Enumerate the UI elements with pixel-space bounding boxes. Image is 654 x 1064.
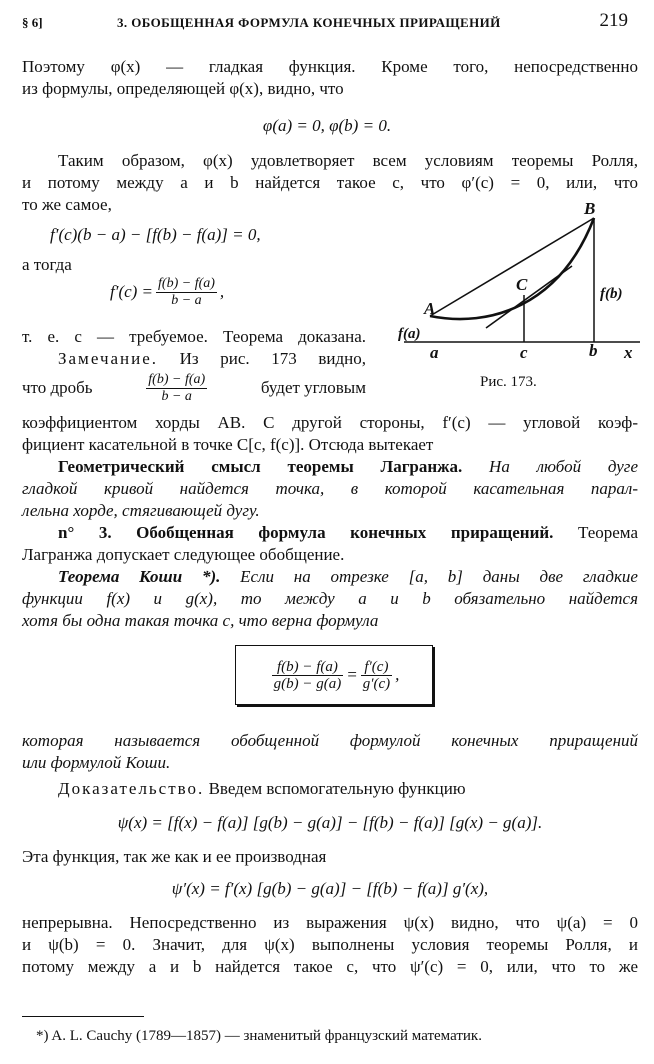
label-fb: f(b) bbox=[600, 286, 623, 302]
text-line: потому между a и b найдется такое c, что ψ′(c) = 0, или, что то же bbox=[22, 957, 638, 976]
theorem-heading: Теорема Коши *). bbox=[58, 567, 221, 586]
text-line: фициент касательной в точке C[c, f(c)]. Отсюда вытекает bbox=[22, 435, 434, 454]
equals-sign: = bbox=[346, 665, 358, 684]
text-line: гладкой кривой найдется точка, в которой касательная парал- bbox=[22, 479, 638, 498]
equation-psi: ψ(x) = [f(x) − f(a)] [g(b) − g(a)] − [f(b) − f(a)] [g(x) − g(a)]. bbox=[117, 813, 543, 832]
text-line: а тогда bbox=[22, 255, 72, 274]
italic-text: На любой дуге bbox=[462, 457, 638, 476]
text-line: непрерывна. Непосредственно из выражения ψ(x) видно, что ψ(a) = 0 bbox=[22, 913, 638, 932]
text-line bbox=[58, 566, 638, 588]
fraction-numerator: f′(c) bbox=[361, 659, 392, 676]
running-title: 3. ОБОБЩЕННАЯ ФОРМУЛА КОНЕЧНЫХ ПРИРАЩЕНИЙ bbox=[117, 15, 501, 30]
fraction bbox=[361, 659, 392, 692]
text-line: и ψ(b) = 0. Значит, для ψ(x) выполнены условия теоремы Ролля, и bbox=[22, 935, 638, 954]
text-line bbox=[58, 522, 638, 544]
italic-text: Если на отрезке [a, b] даны две гладкие bbox=[220, 567, 638, 586]
eq-tail: , bbox=[219, 282, 225, 301]
footnote: *) A. L. Cauchy (1789—1857) — знаменитый французский математик. bbox=[36, 1028, 482, 1044]
equation-psi-prime: ψ′(x) = f′(x) [g(b) − g(a)] − [f(b) − f(a)] g′(x), bbox=[171, 879, 489, 898]
text-fragment: Теорема bbox=[553, 523, 638, 542]
proof-heading: Доказательство. bbox=[58, 779, 205, 798]
text-line: Таким образом, φ(x) удовлетворяет всем условиям теоремы Ролля, bbox=[58, 151, 638, 170]
fraction bbox=[272, 659, 344, 692]
section-marker: § 6] bbox=[22, 15, 43, 30]
fraction bbox=[146, 372, 207, 405]
text-fragment: будет угловым bbox=[260, 378, 366, 397]
label-a: a bbox=[430, 343, 439, 362]
label-C: C bbox=[516, 275, 528, 294]
fraction-denominator: g(b) − g(a) bbox=[273, 675, 342, 692]
fraction-denominator: b − a bbox=[161, 388, 192, 404]
bold-heading: Геометрический смысл теоремы Лагранжа. bbox=[58, 457, 463, 476]
remark-heading: Замечание. bbox=[58, 349, 159, 368]
text-line: или формулой Коши. bbox=[22, 753, 171, 772]
equation-lagrange: f′(c)(b − a) − [f(b) − f(a)] = 0, bbox=[50, 225, 261, 244]
text-line bbox=[58, 348, 366, 370]
remark-text: Из рис. 173 видно, bbox=[158, 349, 366, 368]
text-line: Эта функция, так же как и ее производная bbox=[22, 847, 327, 866]
equation-phi: φ(a) = 0, φ(b) = 0. bbox=[262, 116, 392, 135]
text-line: и потому между a и b найдется такое c, что φ′(c) = 0, или, что bbox=[22, 173, 638, 192]
text-line: то же самое, bbox=[22, 195, 112, 214]
figure-173 bbox=[390, 196, 648, 392]
text-line: хотя бы одна такая точка c, что верна формула bbox=[22, 611, 379, 630]
footnote-divider bbox=[22, 1016, 144, 1017]
text-line bbox=[58, 778, 466, 800]
text-line: которая называется обобщенной формулой конечных приращений bbox=[22, 731, 638, 750]
fraction bbox=[156, 276, 217, 309]
text-line: из формулы, определяющей φ(x), видно, что bbox=[22, 79, 344, 98]
fraction-numerator: f(b) − f(a) bbox=[158, 275, 215, 291]
text-line: т. е. c — требуемое. Теорема доказана. bbox=[22, 327, 366, 346]
label-c: c bbox=[520, 343, 528, 362]
cauchy-formula-box bbox=[235, 645, 433, 705]
text-fragment: Введем вспомогательную функцию bbox=[204, 779, 466, 798]
label-fa: f(a) bbox=[398, 326, 421, 342]
eq-tail: , bbox=[395, 665, 400, 684]
eq-lhs: f′(c) = bbox=[110, 282, 154, 301]
equation-fprime bbox=[110, 272, 224, 312]
label-B: B bbox=[584, 199, 596, 218]
label-b: b bbox=[589, 341, 598, 360]
fraction-numerator: f(b) − f(a) bbox=[272, 659, 344, 676]
fraction-denominator: b − a bbox=[171, 292, 202, 308]
text-line: коэффициентом хорды AB. С другой стороны, f′(c) — угловой коэф- bbox=[22, 413, 638, 432]
text-line bbox=[58, 456, 638, 478]
page-number: 219 bbox=[599, 10, 628, 31]
text-line: функции f(x) и g(x), то между a и b обязательно найдется bbox=[22, 589, 638, 608]
text-line: Поэтому φ(x) — гладкая функция. Кроме того, непосредственно bbox=[22, 57, 638, 76]
text-line: Лагранжа допускает следующее обобщение. bbox=[22, 545, 345, 564]
fraction-denominator: g′(c) bbox=[362, 675, 391, 692]
label-A: A bbox=[424, 299, 436, 318]
figure-caption: Рис. 173. bbox=[480, 374, 537, 390]
text-line-fraction bbox=[22, 368, 366, 408]
label-x: x bbox=[624, 343, 633, 362]
fraction-numerator: f(b) − f(a) bbox=[148, 371, 206, 387]
text-fragment: что дробь bbox=[22, 378, 93, 397]
subsection-heading: n° 3. Обобщенная формула конечных приращений. bbox=[58, 523, 554, 542]
text-line: лельна хорде, стягивающей дугу. bbox=[22, 501, 260, 520]
